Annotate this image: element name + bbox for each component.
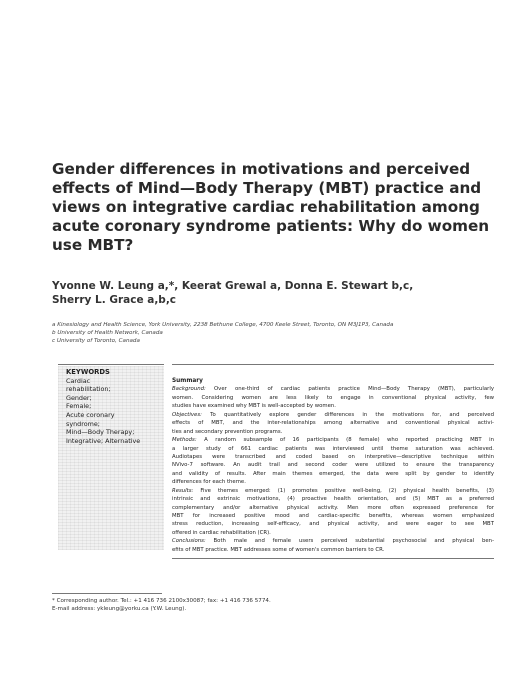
summary-heading: Summary bbox=[172, 378, 203, 384]
summary-line bbox=[172, 419, 494, 427]
summary-text: ties and secondary prevention programs. bbox=[172, 428, 283, 435]
summary-line bbox=[172, 411, 494, 419]
summary-text: Over one-third of cardiac patients practice Mind—Body Therapy (MBT), particularly bbox=[205, 386, 494, 393]
keyword-item: Mind—Body Therapy; bbox=[66, 428, 135, 437]
summary-text: differences for each theme. bbox=[172, 479, 246, 486]
keyword-item: Cardiac bbox=[66, 376, 91, 385]
keyword-item: Integrative; Alternative bbox=[66, 436, 141, 445]
abstract-bottom-rule bbox=[172, 558, 494, 559]
summary-text: To quantitatively explore gender differences in the motivations for, and perceived bbox=[201, 411, 494, 418]
summary-line bbox=[172, 478, 494, 486]
abstract-summary bbox=[172, 377, 494, 554]
affiliation-line: c University of Toronto, Canada bbox=[52, 338, 140, 344]
summary-top-rule bbox=[172, 364, 494, 365]
keywords-list bbox=[66, 368, 162, 445]
section-label: Background: bbox=[172, 386, 206, 393]
section-label: Objectives: bbox=[172, 411, 202, 418]
summary-text: NVivo-7 software. An audit trail and second coder were utilized to ensure the transparency bbox=[172, 462, 494, 469]
summary-line bbox=[172, 495, 494, 503]
summary-line bbox=[172, 402, 494, 410]
summary-line bbox=[172, 487, 494, 495]
summary-line bbox=[172, 537, 494, 545]
summary-text: women. Considering women are less likely to engage in conventional physical activity, few bbox=[172, 394, 494, 401]
summary-text: stress reduction, increasing self-efficacy, and physical activity, and were eager to see MBT bbox=[172, 521, 494, 528]
correspondence-footnote bbox=[52, 597, 492, 613]
summary-text: and validity of results. After main themes emerged, the data were split by gender to identify bbox=[172, 470, 494, 477]
keyword-item: Gender; bbox=[66, 393, 92, 402]
keyword-item: syndrome; bbox=[66, 419, 100, 428]
summary-line bbox=[172, 470, 494, 478]
footnote-line: E-mail address: ykleung@yorku.ca (Y.W. Leung). bbox=[52, 606, 187, 613]
summary-line bbox=[172, 461, 494, 469]
summary-line bbox=[172, 529, 494, 537]
summary-text: Both male and female users perceived substantial psychosocial and physical ben- bbox=[205, 538, 494, 545]
summary-text: a larger study of 661 cardiac patients was interviewed until theme saturation was achieved. bbox=[172, 445, 494, 452]
summary-line bbox=[172, 453, 494, 461]
summary-line bbox=[172, 504, 494, 512]
summary-line bbox=[172, 385, 494, 393]
footnote-rule bbox=[52, 593, 162, 594]
summary-text: A random subsample of 16 participants (8 female) who reported practicing MBT in bbox=[196, 437, 494, 444]
summary-line bbox=[172, 445, 494, 453]
section-label: Methods: bbox=[172, 437, 197, 444]
summary-line bbox=[172, 428, 494, 436]
article-title bbox=[52, 160, 492, 255]
title-line: use MBT? bbox=[52, 236, 134, 254]
title-line: acute coronary syndrome patients: Why do women bbox=[52, 217, 490, 235]
summary-line bbox=[172, 520, 494, 528]
affiliation-line: b University of Health Network, Canada bbox=[52, 330, 163, 336]
title-line: effects of Mind—Body Therapy (MBT) practice and bbox=[52, 179, 482, 197]
summary-text: intrinsic and extrinsic motivations, (4) proactive health orientation, and (5) MBT as a preferred bbox=[172, 496, 494, 503]
section-label: Results: bbox=[172, 487, 194, 494]
summary-text: Audiotapes were transcribed and coded based on interpretive—descriptive technique within bbox=[172, 453, 494, 460]
author-line: Sherry L. Grace a,b,c bbox=[52, 294, 177, 306]
summary-text: effects of MBT, and the inter-relationships among alternative and conventional physical activi- bbox=[172, 420, 494, 427]
summary-line bbox=[172, 394, 494, 402]
summary-text: offered in cardiac rehabilitation (CR). bbox=[172, 529, 271, 536]
summary-text: efits of MBT practice. MBT addresses some of women's common barriers to CR. bbox=[172, 546, 385, 553]
summary-text: studies have examined why MBT is well-accepted by women. bbox=[172, 403, 336, 410]
title-line: views on integrative cardiac rehabilitation among bbox=[52, 198, 480, 216]
summary-line bbox=[172, 512, 494, 520]
summary-text: MBT for increased positive mood and cardiac-specific benefits, whereas women emphasized bbox=[172, 513, 494, 519]
keyword-item: Female; bbox=[66, 402, 92, 411]
author-line: Yvonne W. Leung a,*, Keerat Grewal a, Donna E. Stewart b,c, bbox=[52, 280, 414, 292]
summary-text: Five themes emerged: (1) promotes positive well-being, (2) physical health benefits, (3) bbox=[193, 487, 494, 494]
affiliation-list bbox=[52, 321, 492, 345]
keywords-heading: KEYWORDS bbox=[66, 368, 110, 376]
footnote-line: * Corresponding author. Tel.: +1 416 736 2100x30087; fax: +1 416 736 5774. bbox=[52, 598, 271, 604]
summary-line bbox=[172, 436, 494, 444]
keywords-top-rule bbox=[58, 364, 164, 365]
title-line: Gender differences in motivations and perceived bbox=[52, 160, 471, 178]
affiliation-line: a Kinesiology and Health Science, York University, 2238 Bethune College, 4700 Keele Street, Toronto, ON M3J1P3, Canada bbox=[52, 322, 394, 328]
author-list bbox=[52, 279, 492, 307]
keyword-item: Acute coronary bbox=[66, 410, 115, 419]
keyword-item: rehabilitation; bbox=[66, 385, 111, 394]
summary-text: complementary and/or alternative physical activity. Men more often expressed preference for bbox=[172, 504, 494, 511]
summary-line bbox=[172, 546, 494, 554]
section-label: Conclusions: bbox=[172, 538, 206, 545]
